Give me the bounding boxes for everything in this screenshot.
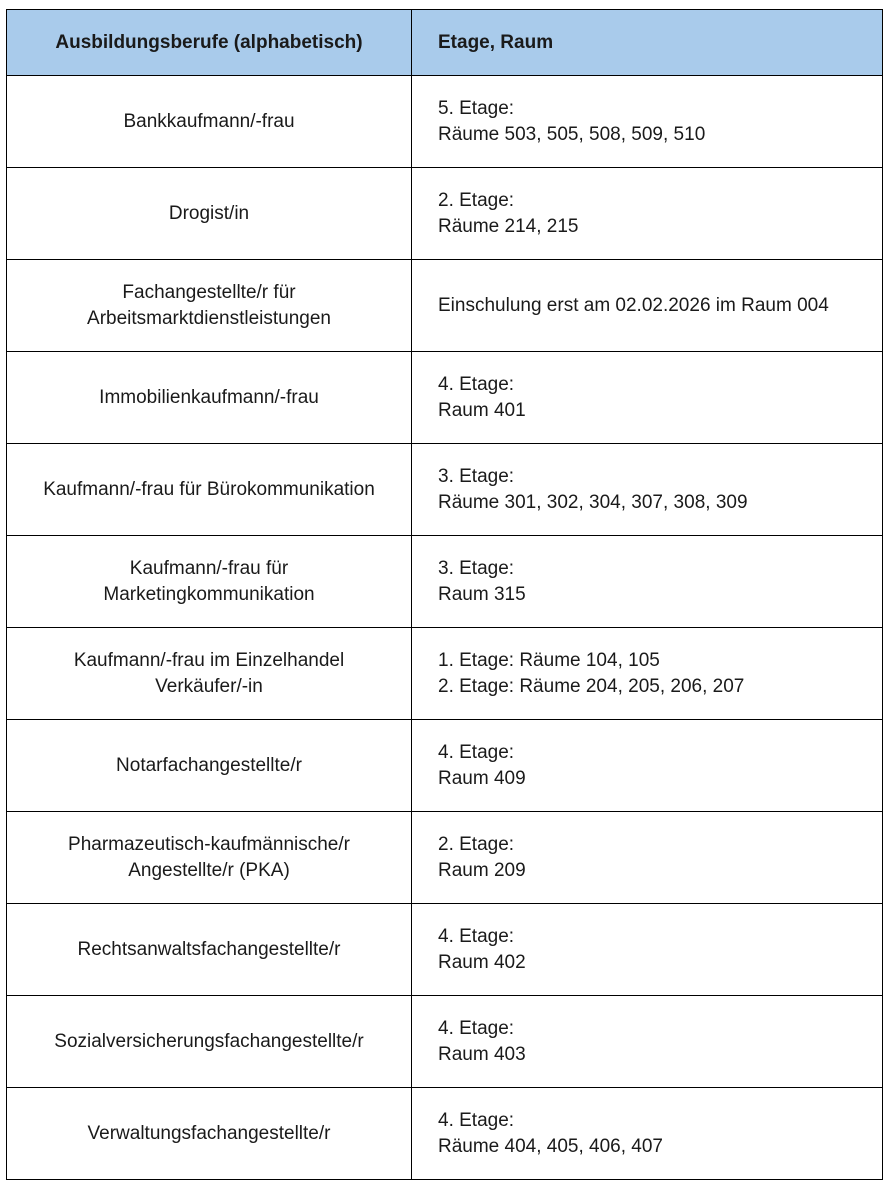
table-row: [7, 996, 883, 1088]
raum-cell: [412, 996, 883, 1088]
beruf-cell: [7, 628, 412, 720]
beruf-line: Arbeitsmarktdienstleistungen: [87, 307, 331, 329]
beruf-line: Drogist/in: [168, 202, 250, 224]
beruf-cell: [7, 168, 412, 260]
raum-line: 4. Etage:: [438, 925, 515, 947]
raum-cell: [412, 812, 883, 904]
beruf-cell: [7, 352, 412, 444]
raum-line: Raum 409: [438, 767, 526, 789]
raum-cell: [412, 260, 883, 352]
beruf-line: Verkäufer/-in: [155, 675, 263, 697]
raum-line: 5. Etage:: [438, 97, 515, 119]
raum-line: Einschulung erst am 02.02.2026 im Raum 004: [438, 294, 829, 316]
raum-cell: [412, 444, 883, 536]
raum-line: 4. Etage:: [438, 1109, 515, 1131]
table-row: [7, 260, 883, 352]
raum-line: Raum 403: [438, 1043, 526, 1065]
room-assignment-table: [6, 9, 883, 1180]
header-row: [7, 10, 883, 76]
table-header: [7, 10, 883, 76]
beruf-line: Kaufmann/-frau für Bürokommunikation: [43, 478, 375, 500]
beruf-line: Kaufmann/-frau für: [129, 557, 289, 579]
raum-line: 2. Etage:: [438, 833, 515, 855]
beruf-cell: [7, 996, 412, 1088]
table-row: [7, 720, 883, 812]
raum-cell: [412, 720, 883, 812]
beruf-line: Notarfachangestellte/r: [116, 754, 302, 776]
raum-line: 3. Etage:: [438, 557, 515, 579]
raum-cell: [412, 628, 883, 720]
beruf-line: Immobilienkaufmann/-frau: [99, 386, 319, 408]
beruf-line: Sozialversicherungsfachangestellte/r: [54, 1030, 364, 1052]
raum-cell: [412, 76, 883, 168]
raum-line: Raum 315: [438, 583, 526, 605]
raum-line: Raum 401: [438, 399, 526, 421]
beruf-cell: [7, 904, 412, 996]
raum-line: 4. Etage:: [438, 741, 515, 763]
beruf-line: Verwaltungsfachangestellte/r: [87, 1122, 331, 1144]
beruf-cell: [7, 536, 412, 628]
table-body: [7, 76, 883, 1180]
beruf-line: Angestellte/r (PKA): [128, 859, 290, 881]
raum-line: Räume 404, 405, 406, 407: [438, 1135, 664, 1157]
beruf-cell: [7, 720, 412, 812]
raum-line: Raum 209: [438, 859, 526, 881]
column-header-beruf: Ausbildungsberufe (alphabetisch): [7, 10, 412, 76]
raum-line: Raum 402: [438, 951, 526, 973]
beruf-line: Kaufmann/-frau im Einzelhandel: [73, 649, 345, 671]
raum-cell: [412, 1088, 883, 1180]
beruf-cell: [7, 444, 412, 536]
beruf-line: Rechtsanwaltsfachangestellte/r: [77, 938, 341, 960]
table-row: [7, 1088, 883, 1180]
raum-line: 2. Etage:: [438, 189, 515, 211]
raum-cell: [412, 904, 883, 996]
table-row: [7, 536, 883, 628]
raum-line: 3. Etage:: [438, 465, 515, 487]
table-row: [7, 904, 883, 996]
raum-line: Räume 301, 302, 304, 307, 308, 309: [438, 491, 748, 513]
raum-line: Räume 214, 215: [438, 215, 579, 237]
raum-cell: [412, 536, 883, 628]
raum-line: Räume 503, 505, 508, 509, 510: [438, 123, 706, 145]
raum-line: 2. Etage: Räume 204, 205, 206, 207: [438, 675, 745, 697]
beruf-line: Bankkaufmann/-frau: [123, 110, 295, 132]
beruf-line: Pharmazeutisch-kaufmännische/r: [68, 833, 350, 855]
beruf-line: Fachangestellte/r für: [122, 281, 296, 303]
raum-cell: [412, 352, 883, 444]
raum-line: 1. Etage: Räume 104, 105: [438, 649, 660, 671]
beruf-cell: [7, 260, 412, 352]
table-row: [7, 444, 883, 536]
table-row: [7, 76, 883, 168]
table-row: [7, 168, 883, 260]
table-row: [7, 812, 883, 904]
beruf-cell: [7, 812, 412, 904]
raum-line: 4. Etage:: [438, 1017, 515, 1039]
beruf-cell: [7, 1088, 412, 1180]
column-header-raum: Etage, Raum: [412, 10, 883, 76]
raum-cell: [412, 168, 883, 260]
table-row: [7, 352, 883, 444]
beruf-cell: [7, 76, 412, 168]
table-row: [7, 628, 883, 720]
raum-line: 4. Etage:: [438, 373, 515, 395]
beruf-line: Marketingkommunikation: [103, 583, 315, 605]
room-table-container: [6, 9, 882, 1180]
